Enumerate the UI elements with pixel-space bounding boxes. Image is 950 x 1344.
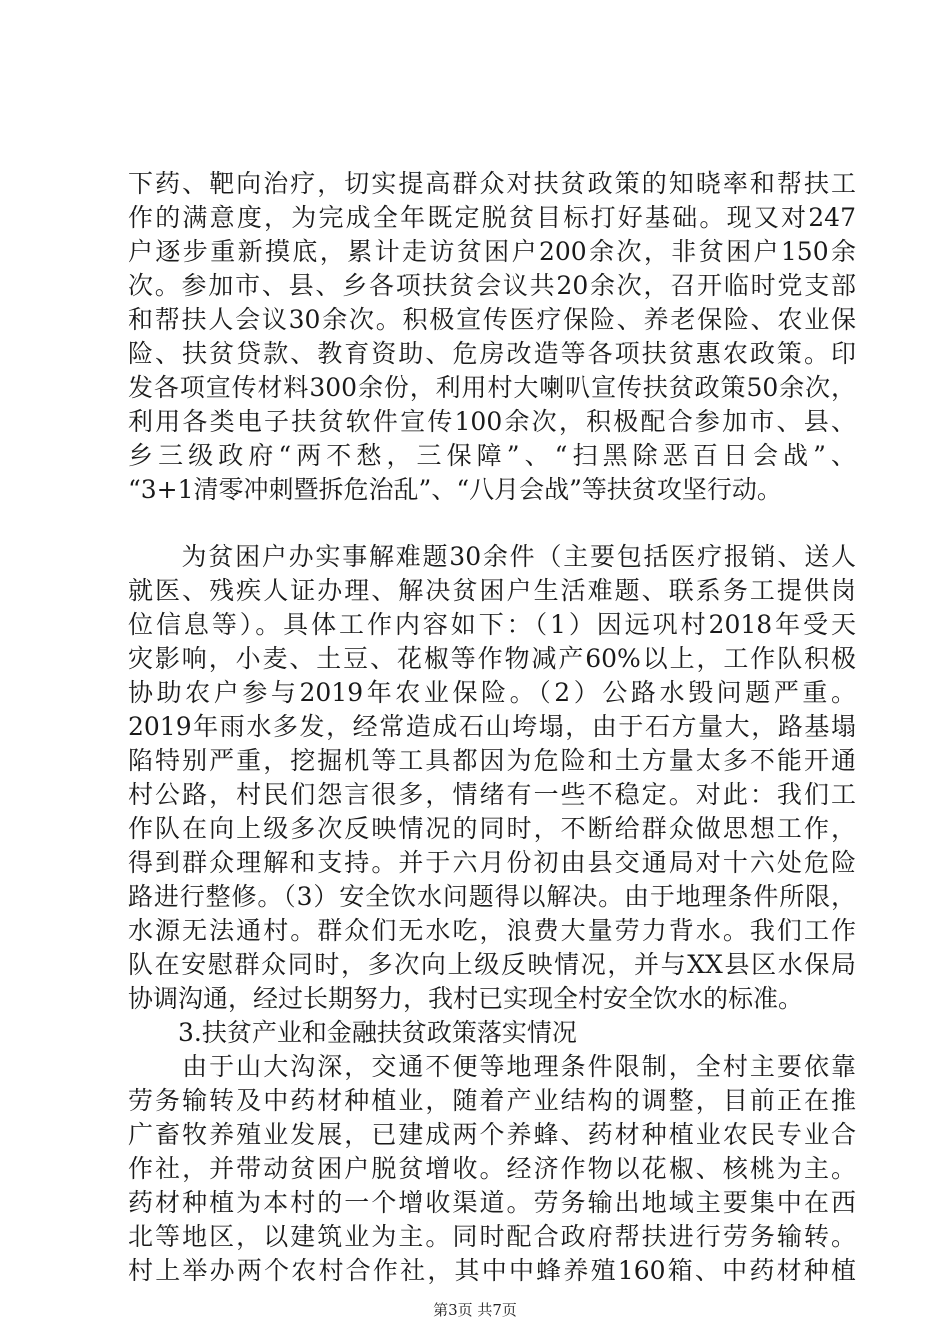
text-line: 水源无法通村。群众们无水吃，浪费大量劳力背水。我们工作 xyxy=(128,916,856,945)
text-line: 次。参加市、县、乡各项扶贫会议共20余次，召开临时党支部 xyxy=(128,271,856,300)
text-line: 为贫困户办实事解难题30余件（主要包括医疗报销、送人 xyxy=(128,542,856,571)
text-line: 就医、残疾人证办理、解决贫困户生活难题、联系务工提供岗 xyxy=(128,576,856,605)
text-line: 利用各类电子扶贫软件宣传100余次，积极配合参加市、县、 xyxy=(128,407,856,436)
text-line: “3+1清零冲刺暨拆危治乱”、“八月会战”等扶贫攻坚行动。 xyxy=(128,475,782,504)
text-line: 北等地区，以建筑业为主。同时配合政府帮扶进行劳务输转。 xyxy=(128,1222,856,1251)
text-line: 3.扶贫产业和金融扶贫政策落实情况 xyxy=(128,1018,577,1047)
text-line: 户逐步重新摸底，累计走访贫困户200余次，非贫困户150余 xyxy=(128,237,856,266)
text-line: 广畜牧养殖业发展，已建成两个养蜂、药材种植业农民专业合 xyxy=(128,1120,856,1149)
text-line: 陷特别严重，挖掘机等工具都因为危险和土方量太多不能开通 xyxy=(128,746,856,775)
text-line: 协助农户参与2019年农业保险。（2）公路水毁问题严重。 xyxy=(128,678,856,707)
text-line: 路进行整修。（3）安全饮水问题得以解决。由于地理条件所限， xyxy=(128,882,856,911)
text-line: 发各项宣传材料300余份，利用村大喇叭宣传扶贫政策50余次， xyxy=(128,373,856,402)
text-line: 作社，并带动贫困户脱贫增收。经济作物以花椒、核桃为主。 xyxy=(128,1154,856,1183)
text-line: 村上举办两个农村合作社，其中中蜂养殖160箱、中药材种植 xyxy=(128,1256,856,1285)
text-line: 劳务输转及中药材种植业，随着产业结构的调整，目前正在推 xyxy=(128,1086,856,1115)
text-line: 队在安慰群众同时，多次向上级反映情况，并与XX县区水保局 xyxy=(128,950,856,979)
text-line: 药材种植为本村的一个增收渠道。劳务输出地域主要集中在西 xyxy=(128,1188,856,1217)
text-line: 乡三级政府“两不愁，三保障”、“扫黑除恶百日会战”、 xyxy=(128,441,856,470)
text-line: 协调沟通，经过长期努力，我村已实现全村安全饮水的标准。 xyxy=(128,984,804,1013)
text-line: 2019年雨水多发，经常造成石山垮塌，由于石方量大，路基塌 xyxy=(128,712,856,741)
text-line: 村公路，村民们怨言很多，情绪有一些不稳定。对此：我们工 xyxy=(128,780,856,809)
text-line: 位信息等）。具体工作内容如下：（1）因远巩村2018年受天 xyxy=(128,610,856,639)
text-line: 由于山大沟深，交通不便等地理条件限制，全村主要依靠 xyxy=(128,1052,856,1081)
text-line: 灾影响，小麦、土豆、花椒等作物减产60%以上，工作队积极 xyxy=(128,644,856,673)
text-line: 和帮扶人会议30余次。积极宣传医疗保险、养老保险、农业保 xyxy=(128,305,856,334)
page-footer: 第3页 共7页 xyxy=(433,1301,517,1319)
text-line: 下药、靶向治疗，切实提高群众对扶贫政策的知晓率和帮扶工 xyxy=(128,169,856,198)
text-line: 得到群众理解和支持。并于六月份初由县交通局对十六处危险 xyxy=(128,848,856,877)
text-line: 险、扶贫贷款、教育资助、危房改造等各项扶贫惠农政策。印 xyxy=(128,339,856,368)
text-line: 作队在向上级多次反映情况的同时，不断给群众做思想工作， xyxy=(128,814,856,843)
text-line: 作的满意度，为完成全年既定脱贫目标打好基础。现又对247 xyxy=(128,203,856,232)
